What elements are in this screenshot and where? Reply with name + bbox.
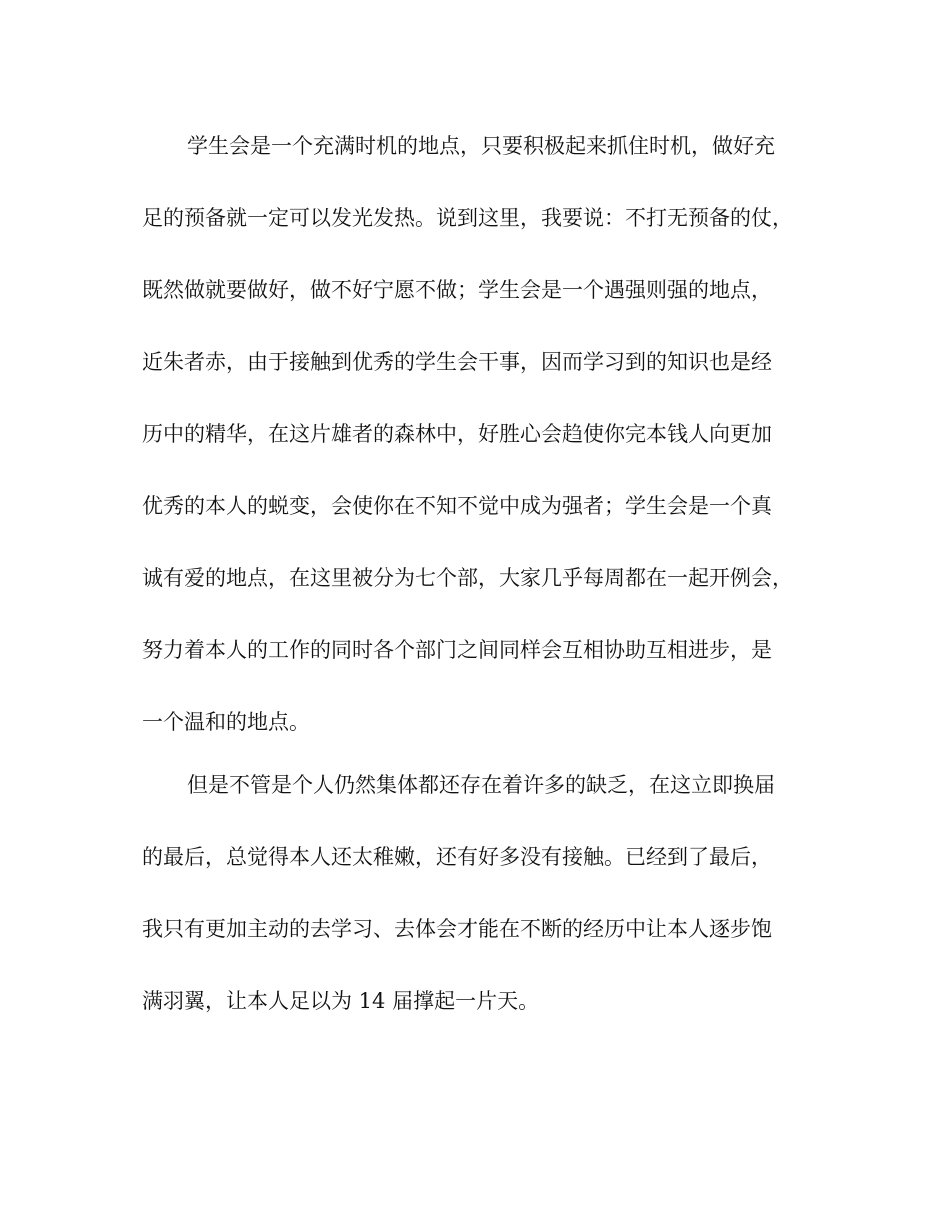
paragraph-1-line-8: 努力着本人的工作的同时各个部门之间同样会互相协助互相进步，是 [142, 638, 772, 662]
paragraph-1-line-2: 足的预备就一定可以发光发热。说到这里，我要说：不打无预备的仗， [142, 206, 793, 230]
paragraph-1-line-6: 优秀的本人的蜕变，会使你在不知不觉中成为强者；学生会是一个真 [142, 494, 772, 518]
paragraph-1-line-7: 诚有爱的地点，在这里被分为七个部，大家几乎每周都在一起开例会， [142, 566, 793, 590]
paragraph-1-line-3: 既然做就要做好，做不好宁愿不做；学生会是一个遇强则强的地点， [142, 278, 772, 302]
paragraph-1-line-4: 近朱者赤，由于接触到优秀的学生会干事，因而学习到的知识也是经 [142, 350, 772, 374]
paragraph-2-line-4: 满羽翼，让本人足以为 14 届撑起一片天。 [142, 989, 540, 1013]
paragraph-2-line-3: 我只有更加主动的去学习、去体会才能在不断的经历中让本人逐步饱 [142, 917, 772, 941]
paragraph-1-line-9: 一个温和的地点。 [142, 710, 310, 734]
paragraph-2-line-1: 但是不管是个人仍然集体都还存在着许多的缺乏，在这立即换届 [187, 773, 775, 797]
paragraph-1-line-1: 学生会是一个充满时机的地点，只要积极起来抓住时机，做好充 [187, 134, 775, 158]
paragraph-2-line-2: 的最后，总觉得本人还太稚嫩，还有好多没有接触。已经到了最后， [142, 845, 772, 869]
paragraph-1-line-5: 历中的精华，在这片雄者的森林中，好胜心会趋使你完本钱人向更加 [142, 422, 772, 446]
